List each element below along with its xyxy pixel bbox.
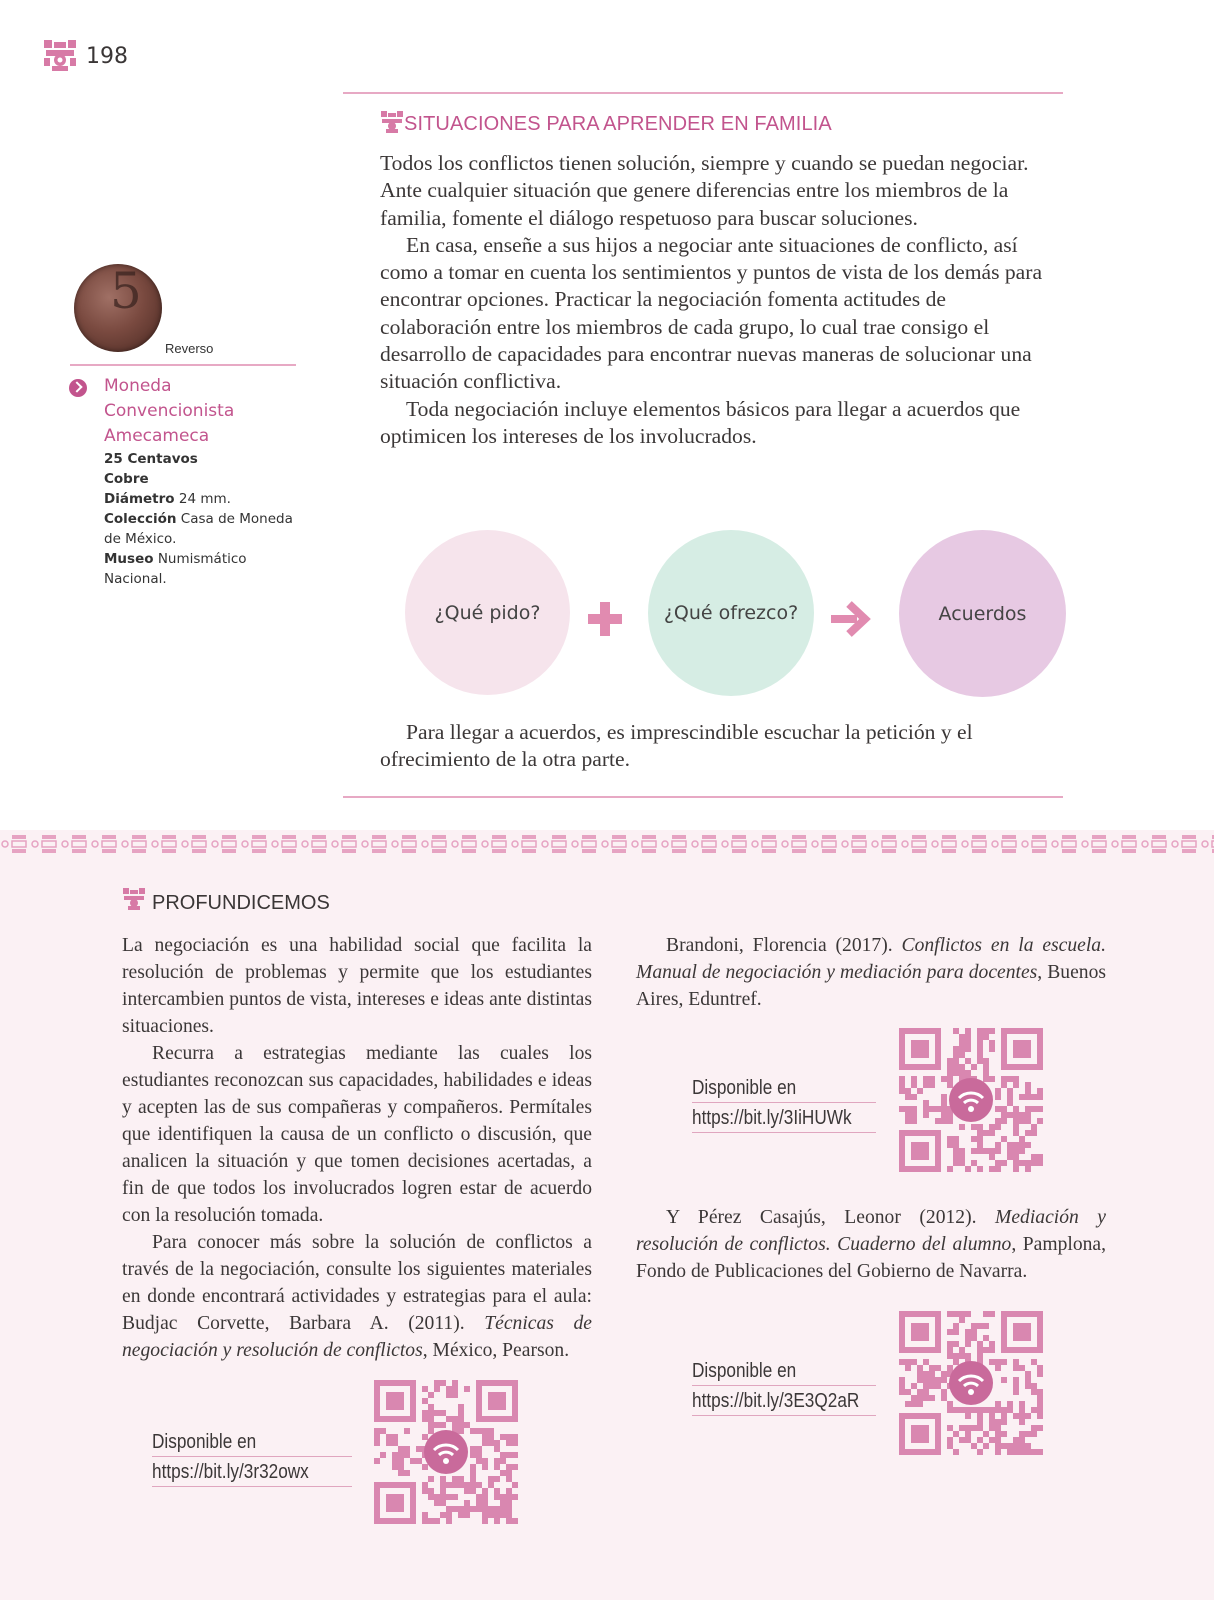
qr-code-2[interactable]: [897, 1026, 1045, 1174]
diagram-label: Acuerdos: [938, 602, 1027, 625]
profundicemos-right-column: [636, 932, 1106, 1013]
reference-text: Brandoni, Florencia (2017).: [666, 935, 902, 956]
collection-label: Colección: [104, 511, 177, 527]
paragraph: En casa, enseñe a sus hijos a negociar ante situaciones de conflicto, así como a tomar en cuenta los sentimientos y puntos de vista de los demás para encontrar opciones. Practicar la negociación fomenta actitudes de colaboración entre los miembros de cada grupo, lo cual trae consigo el desarrollo de capacidades para encontrar nuevas maneras de solucionar una situación conflictiva.: [380, 232, 1043, 394]
diagram-label: ¿Qué ofrezco?: [663, 602, 799, 624]
arrow-right-icon: [829, 600, 873, 638]
qr-code-1[interactable]: [372, 1378, 520, 1526]
section-ornament-icon: [122, 887, 146, 911]
profundicemos-left-column: [122, 932, 592, 1364]
coin-side-label: Reverso: [165, 341, 214, 356]
paragraph: Toda negociación incluye elementos básicos para llegar a acuerdos que optimicen los intereses de los involucrados.: [380, 396, 1021, 448]
reference-text: Para conocer más sobre la solución de conflictos a través de la negociación, consulte los siguientes materiales en donde encontrará actividades y estrategias para el aula: Budjac Corvette, Barbara A. (2011).: [122, 1232, 592, 1334]
diameter-label: Diámetro: [104, 491, 175, 507]
page-number: 198: [86, 44, 128, 69]
coin-denomination: 25 Centavos: [104, 451, 198, 467]
coin-material: Cobre: [104, 471, 149, 487]
reference-perez: [636, 1204, 1106, 1285]
top-rule: [343, 92, 1063, 94]
section-title-situaciones: SITUACIONES PARA APRENDER EN FAMILIA: [404, 113, 832, 135]
reference-text: , Buenos Aires, Eduntref.: [636, 962, 1106, 1010]
link-divider: [692, 1102, 876, 1103]
paragraph: La negociación es una habilidad social que facilita la resolución de problemas y permite que los estudiantes intercambien puntos de vista, intereses e ideas ante distintas situaciones.: [122, 935, 592, 1037]
decorative-border: [0, 830, 1214, 858]
situaciones-body: [380, 150, 1062, 450]
plus-icon: [586, 600, 624, 638]
qr-code-3[interactable]: [897, 1309, 1045, 1457]
diagram-circle-ofrezco: [648, 530, 814, 696]
link-url[interactable]: https://bit.ly/3E3Q2aR: [692, 1390, 860, 1412]
reference-title: Técnicas de negociación y resolución de conflictos: [122, 1313, 592, 1361]
link-block-3: [692, 1356, 859, 1416]
section-ornament-icon: [380, 110, 404, 134]
paragraph: Recurra a estrategias mediante las cuales los estudiantes reconozcan sus capacidades, habilidades e ideas y acepten las de sus compañeras y compañeros. Permítales que identifiquen la causa de un conflicto o discusión, que analicen la situación y que tomen decisiones acertadas, a fin de que todos los involucrados logren estar de acuerdo con la resolución tomada.: [122, 1043, 592, 1226]
link-block-1: [152, 1427, 309, 1487]
link-divider: [152, 1456, 352, 1457]
museum-label: Museo: [104, 551, 154, 567]
collection-value: Casa de Moneda de México.: [104, 511, 293, 547]
chevron-right-icon: [69, 379, 87, 397]
reference-text: Y Pérez Casajús, Leonor (2012).: [666, 1207, 996, 1228]
paragraph: Todos los conflictos tienen solución, siempre y cuando se puedan negociar. Ante cualquier situación que genere diferencias entre los miembros de la familia, fomente el diálogo respetuoso para buscar soluciones.: [380, 151, 1029, 230]
available-label: Disponible en: [152, 1431, 257, 1453]
available-label: Disponible en: [692, 1360, 797, 1382]
reference-title: Conflictos en la escuela. Manual de negociación y mediación para docentes: [636, 935, 1106, 983]
reference-brandoni: [636, 932, 1106, 1013]
reference-text: , Pamplona, Fondo de Publicaciones del Gobierno de Navarra.: [636, 1234, 1107, 1282]
caption-rule: [70, 364, 296, 366]
diagram-circle-pido: [405, 530, 570, 695]
link-divider: [152, 1486, 352, 1487]
ornament-logo-icon: [42, 38, 78, 74]
available-label: Disponible en: [692, 1077, 797, 1099]
diameter-value: 24 mm.: [178, 491, 231, 507]
bottom-rule: [343, 796, 1063, 798]
reference-text: , México, Pearson.: [422, 1340, 570, 1361]
link-block-2: [692, 1073, 852, 1133]
link-divider: [692, 1385, 876, 1386]
link-divider: [692, 1132, 876, 1133]
paragraph: Para llegar a acuerdos, es imprescindible escuchar la petición y el ofrecimiento de la otra parte.: [380, 720, 973, 772]
section-title-profundicemos: PROFUNDICEMOS: [152, 892, 330, 914]
coin-title: Moneda Convencionista Amecameca: [104, 376, 235, 446]
diagram-label: ¿Qué pido?: [434, 601, 541, 624]
link-divider: [692, 1415, 876, 1416]
link-url[interactable]: https://bit.ly/3r32owx: [152, 1461, 309, 1483]
coin-details: [104, 449, 304, 589]
museum-value: Numismático Nacional.: [104, 551, 247, 587]
coin-numeral-engraving: 5: [110, 262, 142, 320]
diagram-circle-acuerdos: [899, 530, 1066, 697]
link-url[interactable]: https://bit.ly/3IiHUWk: [692, 1107, 852, 1129]
reference-title: Mediación y resolución de conflictos. Cuaderno del alumno: [636, 1207, 1107, 1255]
paragraph: [122, 1229, 592, 1364]
